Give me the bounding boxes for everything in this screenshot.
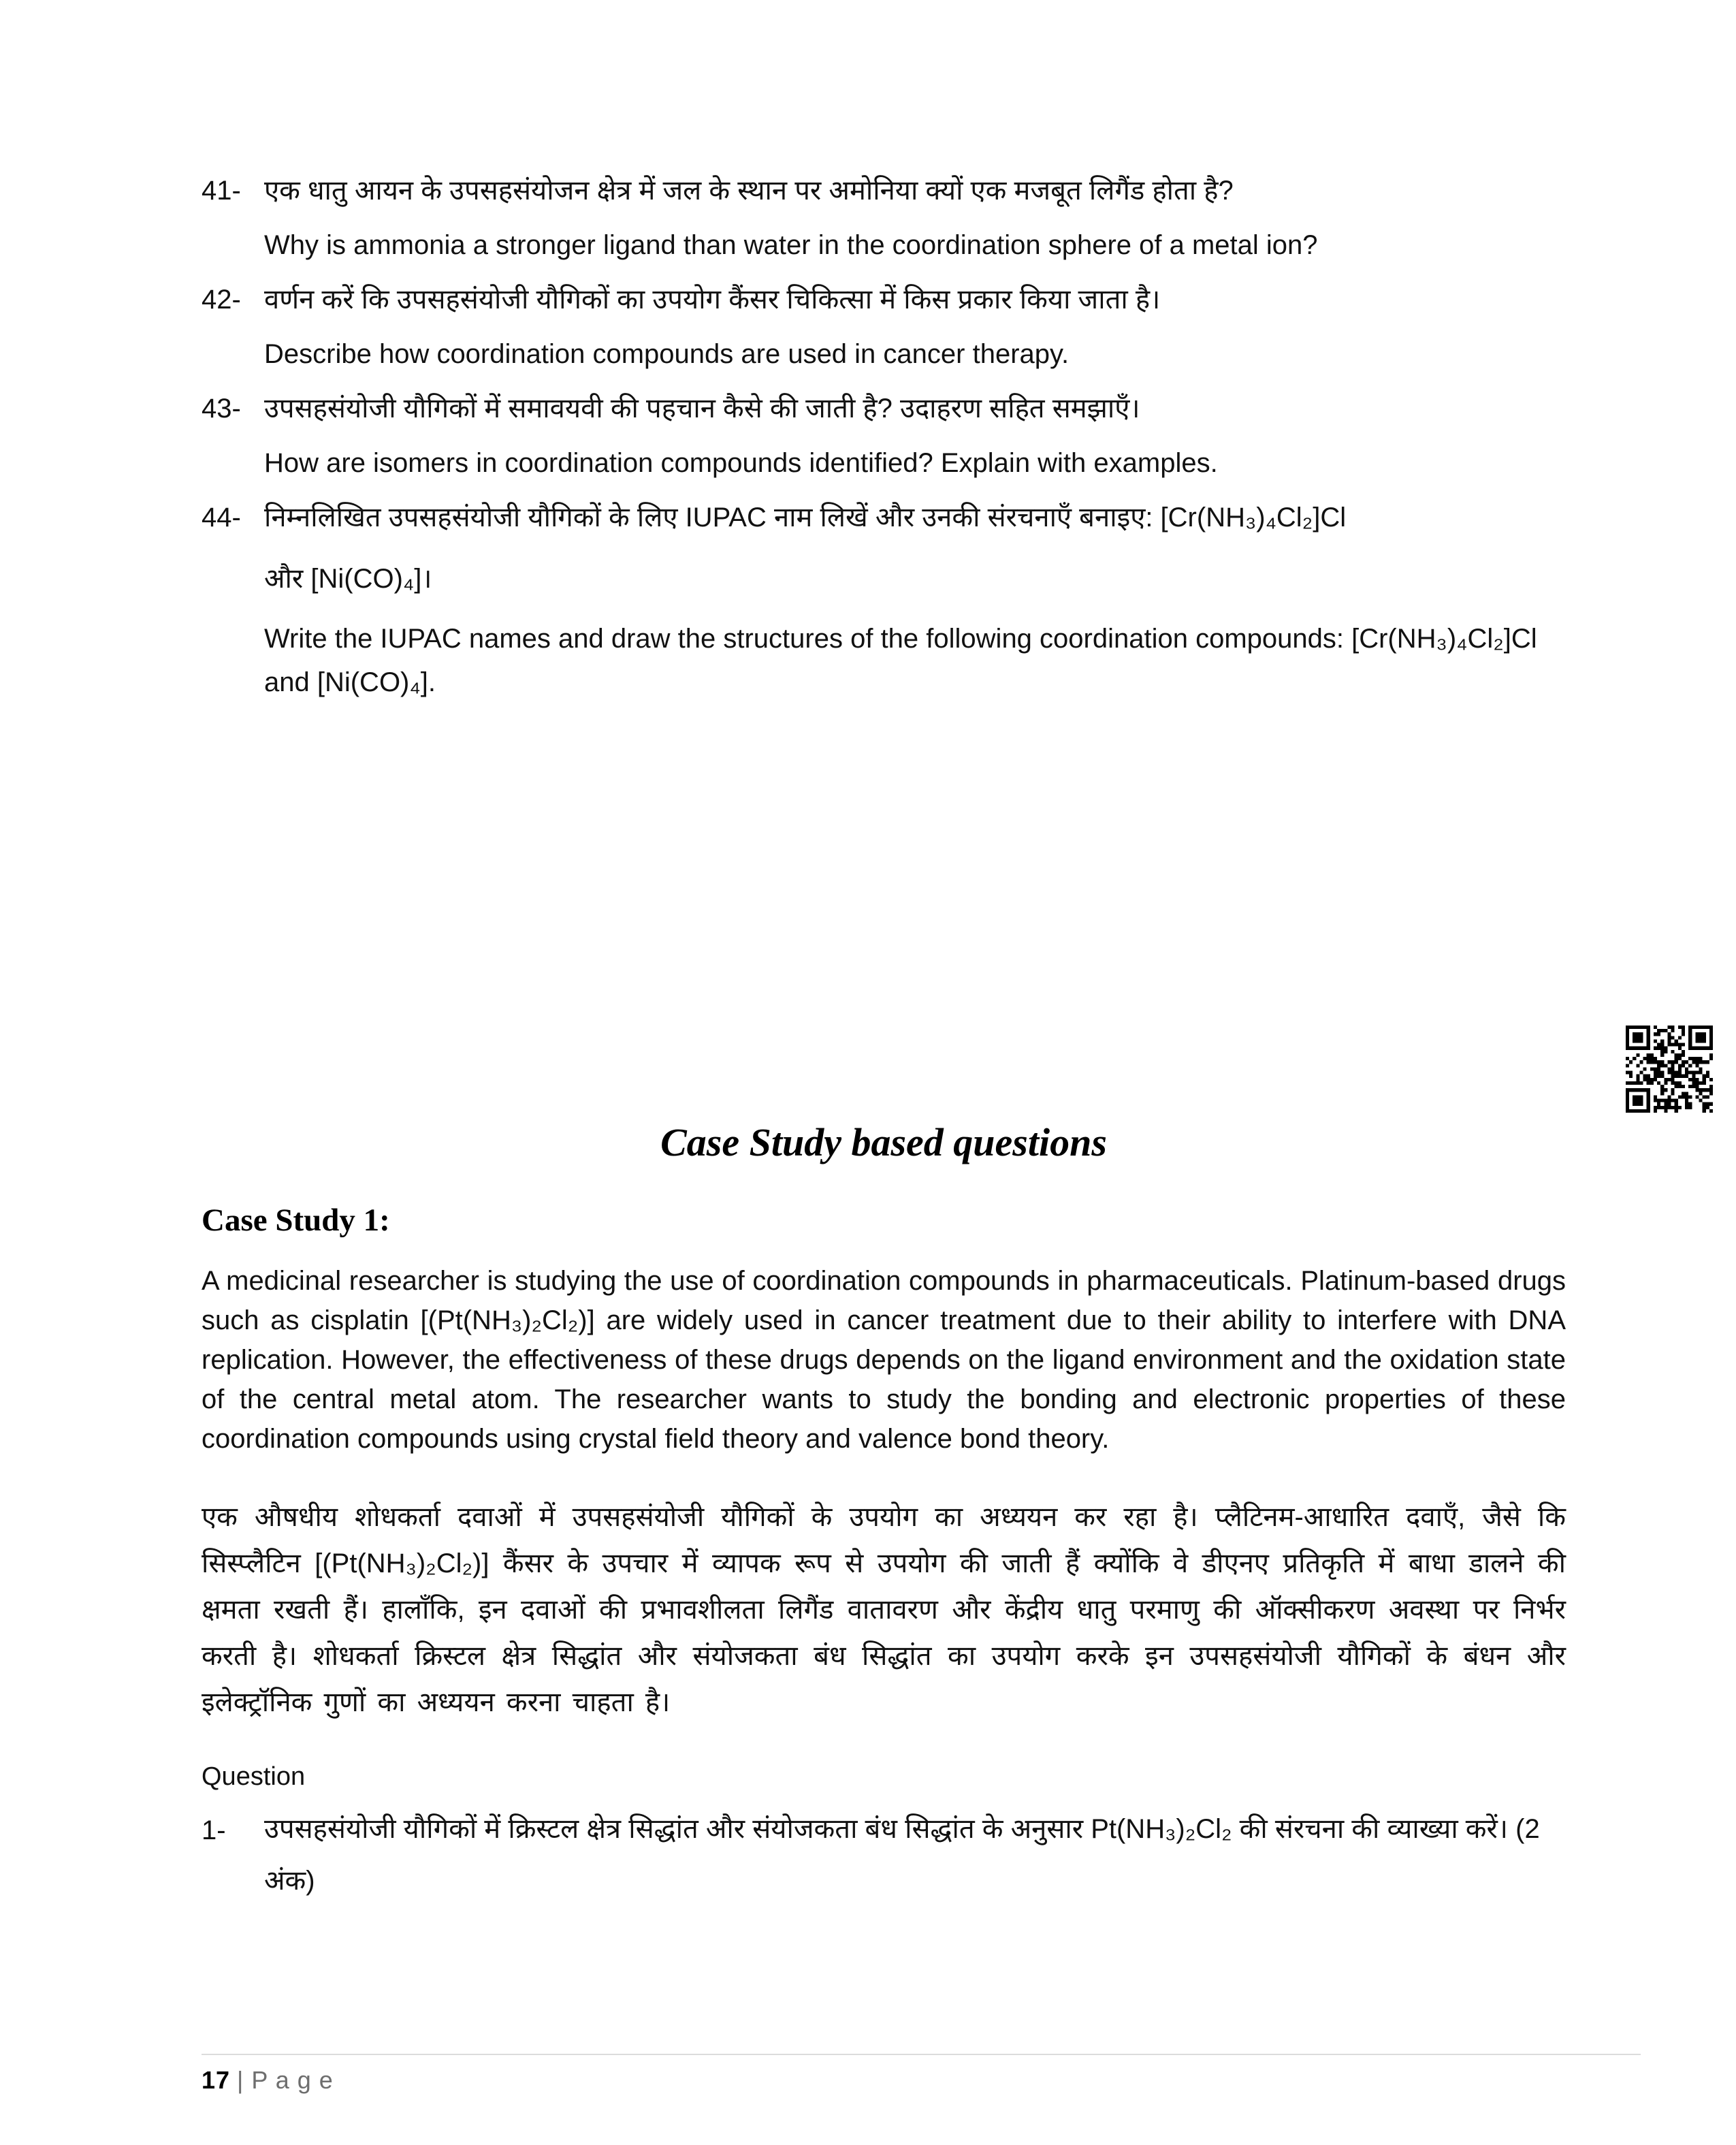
question-text-hindi: निम्नलिखित उपसहसंयोजी यौगिकों के लिए IUPAC नाम लिखें और उनकी संरचनाएँ बनाइए: [Cr(NH₃)₄Cl₂]Cl — [264, 503, 1347, 533]
case-paragraph-english: A medicinal researcher is studying the use of coordination compounds in pharmaceuticals. Platinum-based drugs such as cisplatin [(Pt(NH₃)₂Cl₂)] are widely used in cancer treatment due to their ability to interfere with DNA replication. However, the effectiveness of these drugs depends on the ligand environment and the oxidation state of the central metal atom. The researcher wants to study the bonding and electronic properties of these coordination compounds using crystal field theory and valence bond theory. — [202, 1266, 1566, 1454]
section-title: Case Study based questions — [660, 1120, 1107, 1164]
question-number: 1- — [202, 1815, 226, 1845]
page-footer — [202, 2054, 1641, 2095]
question-text-english: How are isomers in coordination compounds identified? Explain with examples. — [264, 448, 1218, 478]
question-item-42 — [202, 272, 1566, 381]
question-item-44 — [202, 490, 1566, 704]
question-number: 41- — [202, 176, 241, 206]
question-label: Question — [202, 1762, 306, 1791]
question-number: 43- — [202, 394, 241, 424]
question-text-hindi: उपसहसंयोजी यौगिकों में समावयवी की पहचान कैसे की जाती है? उदाहरण सहित समझाएँ। — [264, 394, 1140, 424]
qr-code — [1626, 1026, 1713, 1113]
qr-code-image — [1626, 1026, 1713, 1113]
page-label: | P a g e — [237, 2066, 334, 2094]
case-paragraph-hindi: एक औषधीय शोधकर्ता दवाओं में उपसहसंयोजी यौगिकों के उपयोग का अध्ययन कर रहा है। प्लैटिनम-आधारित दवाएँ, जैसे कि सिस्प्लैटिन [(Pt(NH₃)₂Cl₂)] कैंसर के उपचार में व्यापक रूप से उपयोग की जाती हैं क्योंकि वे डीएनए प्रतिकृति में बाधा डालने की क्षमता रखती हैं। हालाँकि, इन दवाओं की प्रभावशीलता लिगैंड वातावरण और केंद्रीय धातु परमाणु की ऑक्सीकरण अवस्था पर निर्भर करती है। शोधकर्ता क्रिस्टल क्षेत्र सिद्धांत और संयोजकता बंध सिद्धांत का उपयोग करके इन उपसहसंयोजी यौगिकों के बंधन और इलेक्ट्रॉनिक गुणों का अध्ययन करना चाहता है। — [202, 1502, 1566, 1717]
question-text-hindi-line2: और [Ni(CO)₄]। — [264, 564, 432, 594]
question-body — [264, 1803, 1566, 1907]
page-number: 17 — [202, 2066, 231, 2094]
question-number: 42- — [202, 285, 241, 315]
case-study-heading: Case Study 1: — [202, 1203, 390, 1238]
question-number: 44- — [202, 503, 241, 533]
question-text-hindi: एक धातु आयन के उपसहसंयोजन क्षेत्र में जल के स्थान पर अमोनिया क्यों एक मजबूत लिगैंड होता है? — [264, 176, 1234, 206]
question-body — [264, 381, 1566, 490]
question-text-hindi: उपसहसंयोजी यौगिकों में क्रिस्टल क्षेत्र सिद्धांत और संयोजकता बंध सिद्धांत के अनुसार Pt(NH₃)₂Cl₂ की संरचना की व्याख्या करें। (2 अंक) — [264, 1814, 1540, 1896]
question-text-english: Why is ammonia a stronger ligand than water in the coordination sphere of a metal ion? — [264, 230, 1318, 260]
question-body — [264, 490, 1566, 704]
question-item-43 — [202, 381, 1566, 490]
question-body — [264, 272, 1566, 381]
question-body — [264, 163, 1566, 272]
question-text-english: Describe how coordination compounds are used in cancer therapy. — [264, 339, 1070, 369]
question-text-english: Write the IUPAC names and draw the structures of the following coordination compounds: [Cr(NH₃)₄Cl₂]Cl and [Ni(CO)₄]. — [264, 624, 1537, 697]
case-question-1 — [202, 1803, 1566, 1907]
question-item-41 — [202, 163, 1566, 272]
question-text-hindi: वर्णन करें कि उपसहसंयोजी यौगिकों का उपयोग कैंसर चिकित्सा में किस प्रकार किया जाता है। — [264, 285, 1161, 315]
